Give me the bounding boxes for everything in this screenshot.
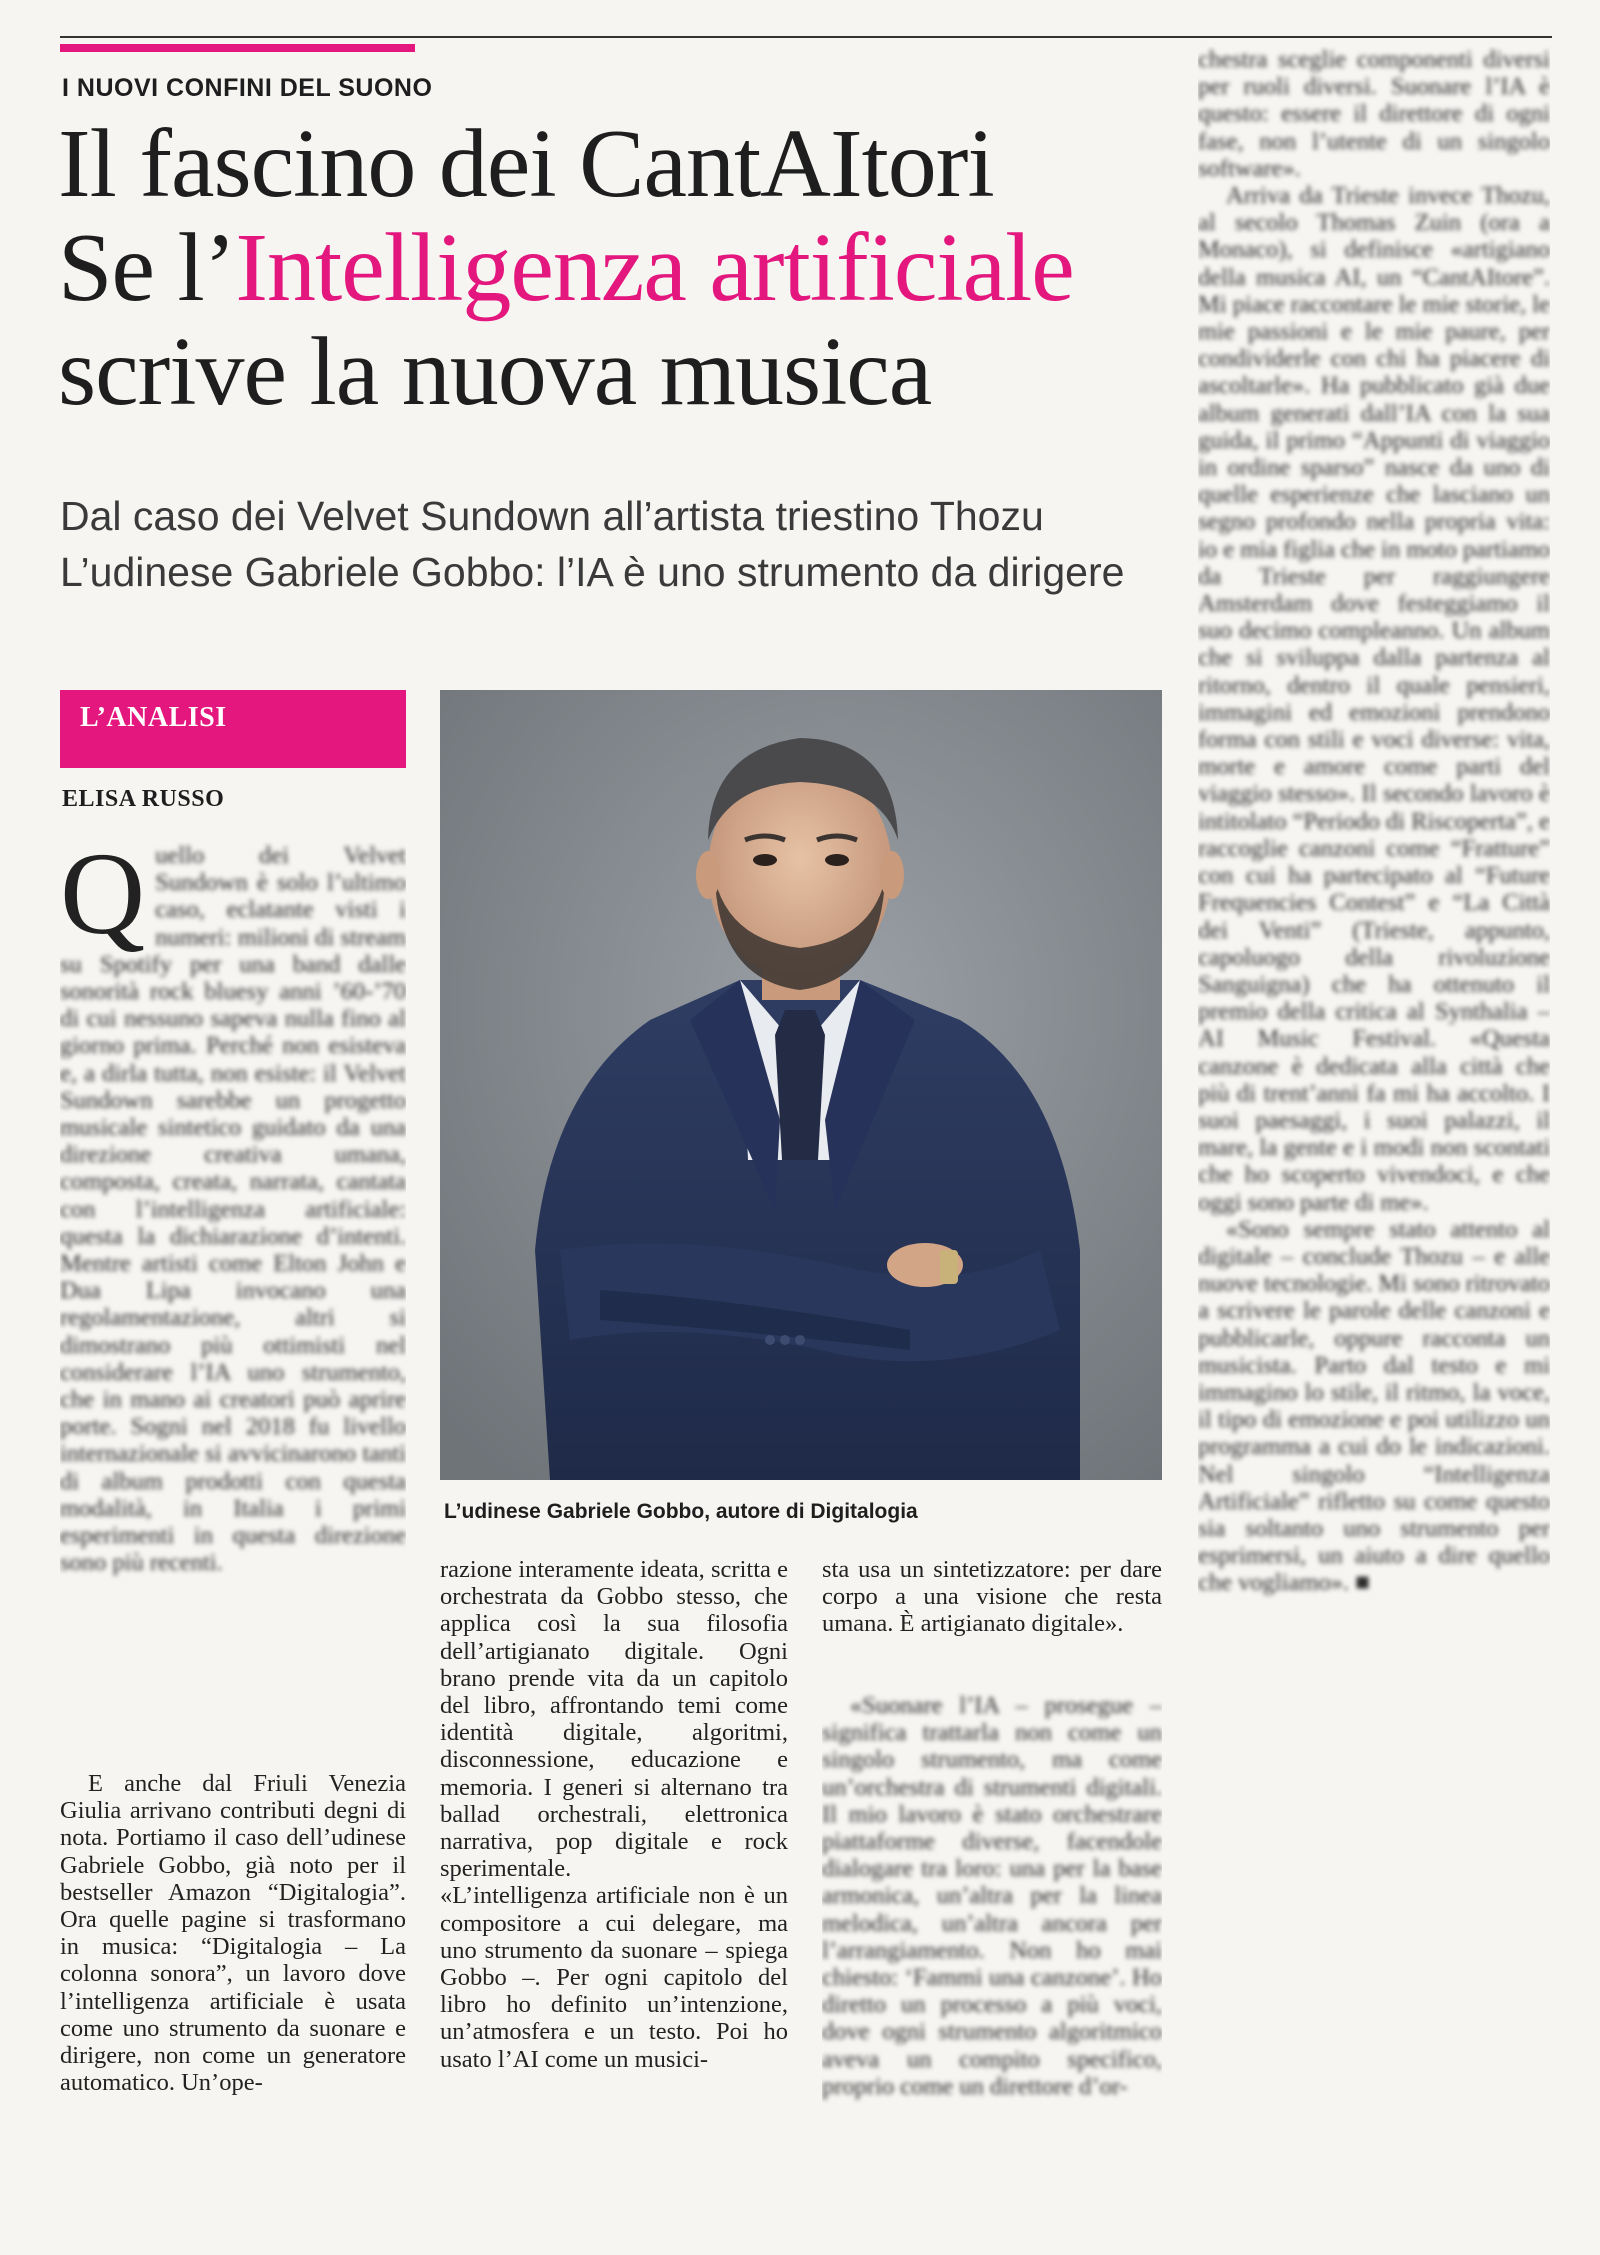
kicker: I NUOVI CONFINI DEL SUONO <box>62 74 433 102</box>
article-column-3-bottom <box>822 1692 1162 2211</box>
kicker-accent-bar <box>60 44 415 52</box>
photo-caption: L’udinese Gabriele Gobbo, autore di Digitalogia <box>444 1500 918 1523</box>
article-paragraph: E anche dal Friuli Venezia Giulia arrivano contributi degni di nota. Portiamo il caso dell’udinese Gabriele Gobbo, già noto per il bestseller Amazon “Digitalogia”. Ora quelle pagine si trasformano in musica: “Digitalogia – La colonna sonora”, un lavoro dove l’intelligenza artificiale è usata come uno strumento da suonare e dirigere, non come un generatore automatico. Un’ope- <box>60 1770 406 2097</box>
article-paragraph: razione interamente ideata, scritta e orchestrata da Gobbo stesso, che applica così la sua filosofia dell’artigianato digitale. Ogni brano prende vita da un capitolo del libro, affrontando temi come identità digitale, algoritmi, disconnessione, educazione e memoria. I generi si alternano tra ballad orchestrali, elettronica narrativa, pop digitale e rock sperimentale. <box>440 1556 788 1883</box>
article-paragraph: Arriva da Trieste invece Thozu, al secolo Thomas Zuin (ora a Monaco), si definisce «artigiano della musica AI, un “CantAItore”. Mi piace raccontare le mie storie, le mie passioni e le mie paure, per condividerle con chi ha piacere di ascoltarle». Ha pubblicato già due album generati dall’IA con la sua guida, il primo “Appunti di viaggio in ordine sparso” nasce da uno di quelle esperienze che lasciano un segno profondo nella propria vita: io e mia figlia che in moto partiamo da Trieste per raggiungere Amsterdam dove festeggiamo il suo decimo compleanno. Un album che si sviluppa dalla partenza al ritorno, dentro il quale pensieri, immagini ed emozioni prendono forma con stili e voci diverse: vita, morte e amore come parti del viaggio stesso». Il secondo lavoro è intitolato “Periodo di Riscoperta”, e raccoglie canzoni come “Fratture” con cui ha partecipato al “Future Frequencies Contest” e “La Città dei Venti” (Trieste, appunto, capoluogo della rivoluzione Sanguigna) che ha ottenuto il premio della critica al Synthalia – AI Music Festival. «Questa canzone è dedicata alla città che più di trent’anni fa mi ha accolto. I suoi paesaggi, i suoi palazzi, il mare, la gente e i modi non scontati che ho scoperto vivendoci, e che oggi sono parte di me». <box>1198 182 1550 1216</box>
article-column-1-bottom <box>60 1770 406 2210</box>
headline-line-2 <box>58 216 1198 320</box>
tie <box>775 1010 825 1160</box>
article-column-3-top <box>822 1556 1162 1686</box>
top-rule <box>60 36 1552 38</box>
headline-line-1: Il fascino dei CantAItori <box>58 110 994 218</box>
article-paragraph: «L’intelligenza artificiale non è un compositore a cui delegare, ma uno strumento da suonare – spiega Gobbo –. Per ogni capitolo del libro ho definito un’intenzione, un’atmosfera e un testo. Poi ho usato l’AI come un musici- <box>440 1882 788 2073</box>
article-paragraph: chestra sceglie componenti diversi per ruoli diversi. Suonare l’IA è questo: essere il direttore di ogni fase, non l’utente di un singolo software». <box>1198 46 1550 182</box>
author-photo <box>440 690 1162 1480</box>
subtitle <box>60 488 1210 600</box>
watch <box>940 1250 958 1284</box>
article-column-2 <box>440 1556 788 2211</box>
article-column-4 <box>1198 46 1550 2211</box>
headline-line-3: scrive la nuova musica <box>58 318 932 426</box>
subtitle-line-1: Dal caso dei Velvet Sundown all’artista triestino Thozu <box>60 493 1044 539</box>
article-paragraph: sta usa un sintetizzatore: per dare corpo a una visione che resta umana. È artigianato digitale». <box>822 1556 1162 1638</box>
headline-highlight: Intelligenza artificiale <box>235 214 1074 322</box>
article-column-1-top <box>60 842 406 1762</box>
byline: ELISA RUSSO <box>62 786 225 812</box>
headline <box>58 112 1198 424</box>
headline-line-2-prefix: Se l’ <box>58 214 236 322</box>
subtitle-line-2: L’udinese Gabriele Gobbo: l’IA è uno strumento da dirigere <box>60 549 1125 595</box>
section-tag: L’ANALISI <box>60 690 406 768</box>
dropcap: Q <box>60 842 146 959</box>
article-paragraph: uello dei Velvet Sundown è solo l’ultimo caso, eclatante visti i numeri: milioni di stream su Spotify per una band dalle sonorità rock bluesy anni ’60-’70 di cui nessuno sapeva nulla fino al giorno prima. Perché non esisteva e, a dirla tutta, non esiste: il Velvet Sundown sarebbe un progetto musicale sintetico guidato da una direzione creativa umana, composta, creata, narrata, cantata con l’intelligenza artificiale: questa la dichiarazione d’intenti. Mentre artisti come Elton John e Dua Lipa invocano una regolamentazione, altri si dimostrano più ottimisti nel considerare l’IA uno strumento, che in mano ai creatori può aprire porte. Sogni nel 2018 fu livello internazionale si avvicinarono tanti di album prodotti con questa modalità, in Italia i primi esperimenti in questa direzione sono più recenti. <box>60 842 406 1577</box>
article-paragraph: «Suonare l’IA – prosegue – significa trattarla non come un singolo strumento, ma come un’orchestra di strumenti digitali. Il mio lavoro è stato orchestrare piattaforme diverse, facendole dialogare tra loro: una per la base armonica, un’altra per la linea melodica, un’altra ancora per l’arrangiamento. Non ho mai chiesto: ‘Fammi una canzone’. Ho diretto un processo a più voci, dove ogni strumento algoritmico aveva un compito specifico, proprio come un direttore d’or- <box>822 1692 1162 2100</box>
article-paragraph: «Sono sempre stato attento al digitale – conclude Thozu – e alle nuove tecnologie. Mi sono ritrovato a scrivere le parole delle canzoni e pubblicarle, oppure racconta un musicista. Parto dal testo e mi immagino lo stile, il ritmo, la voce, il tipo di emozione e poi utilizzo un programma a cui do le indicazioni. Nel singolo “Intelligenza Artificiale” rifletto su come questo sia soltanto uno strumento per esprimersi, un aiuto a dire quello che vogliamo». ■ <box>1198 1215 1550 1597</box>
